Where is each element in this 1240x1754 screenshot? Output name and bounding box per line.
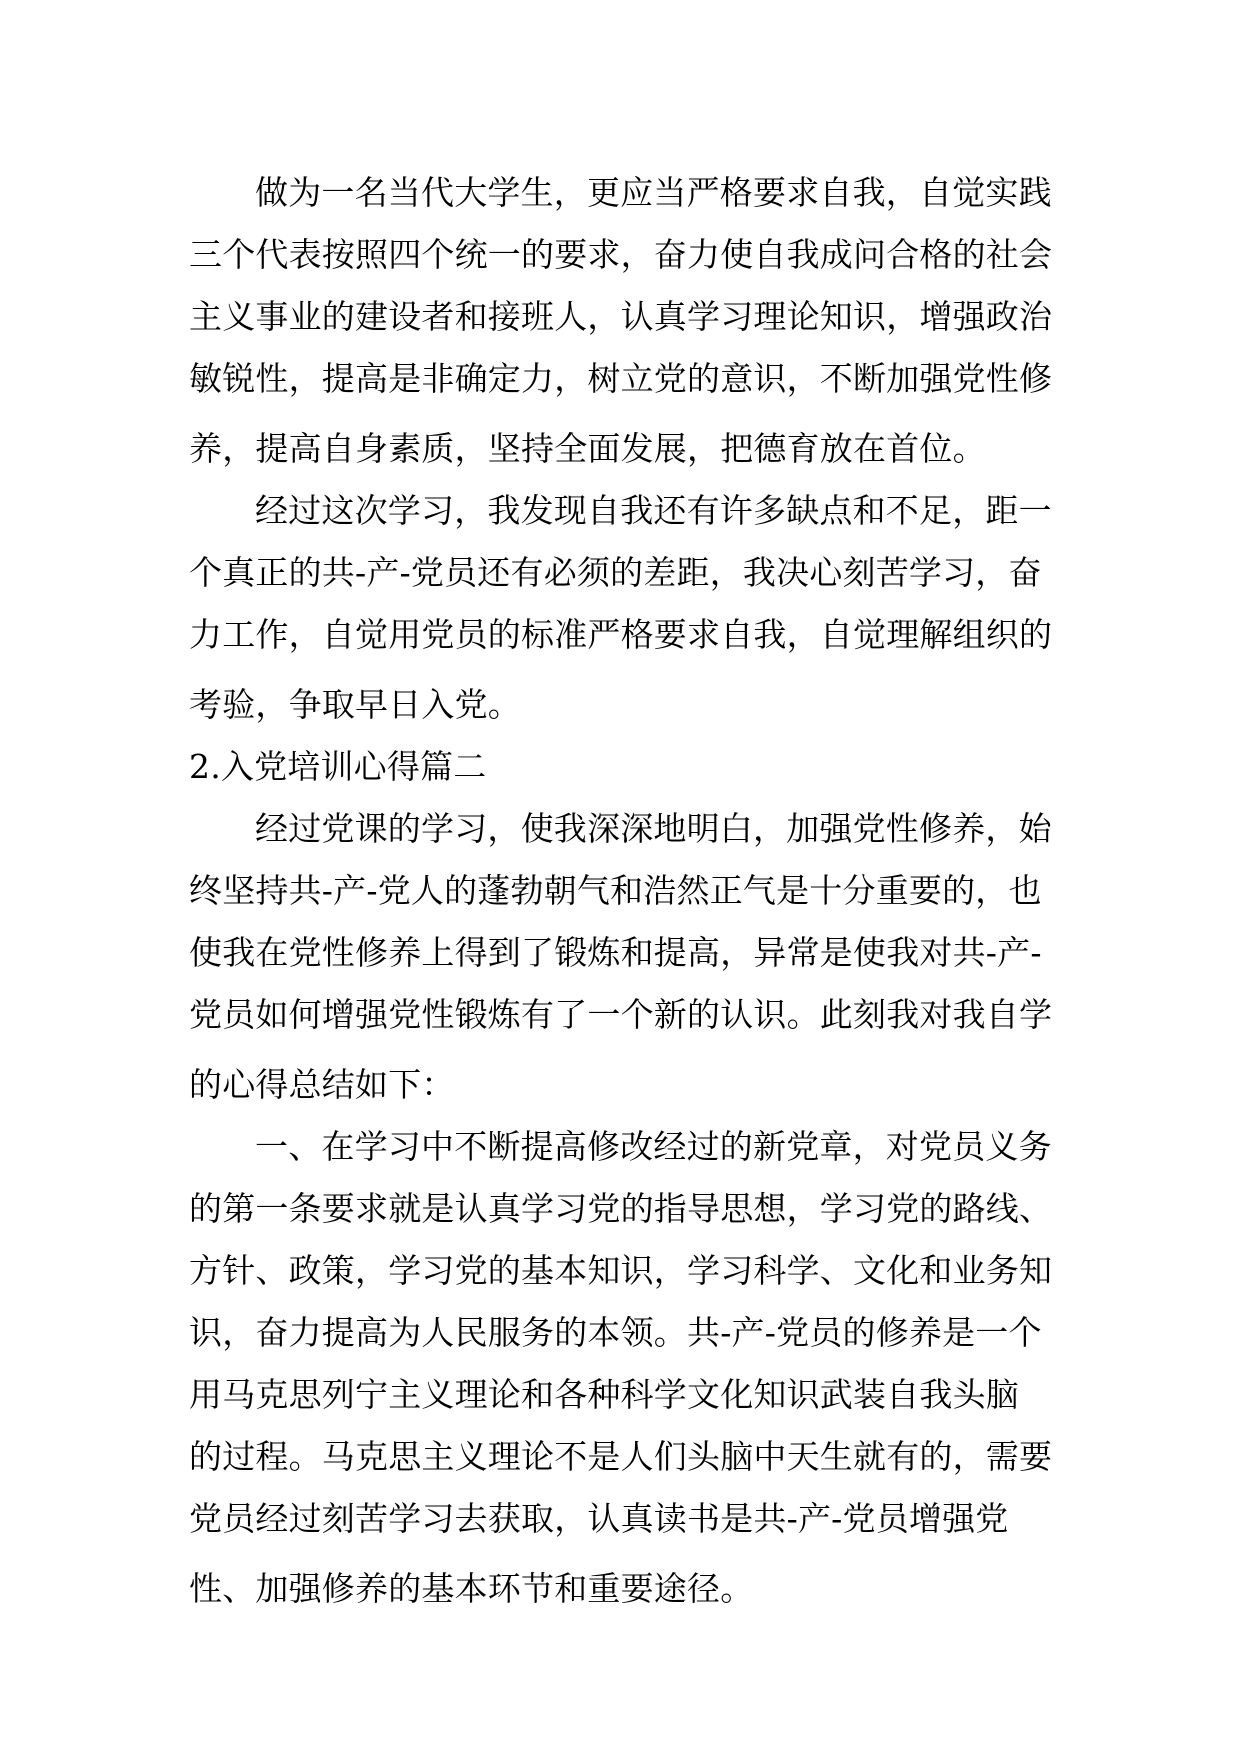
paragraph-line: 一、在学习中不断提高修改经过的新党章，对党员义务 (255, 1127, 1052, 1166)
paragraph-line: 经过这次学习，我发现自我还有许多缺点和不足，距一 (255, 491, 1052, 530)
paragraph-line: 方针、政策，学习党的基本知识，学习科学、文化和业务知 (189, 1251, 1053, 1290)
paragraph-1 (189, 162, 1059, 480)
paragraph-4 (189, 1116, 1059, 1620)
document-body (189, 162, 1059, 1620)
paragraph-line: 党员如何增强党性锻炼有了一个新的认识。此刻我对我自学 (189, 995, 1053, 1034)
paragraph-line: 做为一名当代大学生，更应当严格要求自我，自觉实践 (255, 173, 1052, 212)
paragraph-line: 终坚持共-产-党人的蓬勃朝气和浩然正气是十分重要的，也 (189, 871, 1042, 910)
paragraph-line: 党员经过刻苦学习去获取，认真读书是共-产-党员增强党 (189, 1499, 1009, 1538)
paragraph-line: 的过程。马克思主义理论不是人们头脑中天生就有的，需要 (189, 1437, 1053, 1476)
paragraph-line: 经过党课的学习，使我深深地明白，加强党性修养，始 (255, 809, 1052, 848)
paragraph-line: 考验，争取早日入党。 (189, 685, 521, 724)
paragraph-3 (189, 798, 1059, 1116)
paragraph-line: 主义事业的建设者和接班人，认真学习理论知识，增强政治 (189, 297, 1053, 336)
paragraph-line: 使我在党性修养上得到了锻炼和提高，异常是使我对共-产- (189, 933, 1042, 972)
paragraph-line: 用马克思列宁主义理论和各种科学文化知识武装自我头脑 (189, 1375, 1019, 1414)
paragraph-line: 养，提高自身素质，坚持全面发展，把德育放在首位。 (189, 429, 986, 468)
paragraph-line: 识，奋力提高为人民服务的本领。共-产-党员的修养是一个 (189, 1313, 1042, 1352)
paragraph-line: 敏锐性，提高是非确定力，树立党的意识，不断加强党性修 (189, 359, 1053, 398)
paragraph-line: 性、加强修养的基本环节和重要途径。 (189, 1569, 754, 1608)
paragraph-line: 力工作，自觉用党员的标准严格要求自我，自觉理解组织的 (189, 615, 1053, 654)
paragraph-line: 个真正的共-产-党员还有必须的差距，我决心刻苦学习，奋 (189, 553, 1042, 592)
paragraph-line: 的第一条要求就是认真学习党的指导思想，学习党的路线、 (189, 1189, 1053, 1228)
paragraph-line: 的心得总结如下： (189, 1065, 455, 1104)
paragraph-2 (189, 480, 1059, 736)
section-heading: 2.入党培训心得篇二 (189, 747, 487, 786)
paragraph-line: 三个代表按照四个统一的要求，奋力使自我成问合格的社会 (189, 235, 1053, 274)
